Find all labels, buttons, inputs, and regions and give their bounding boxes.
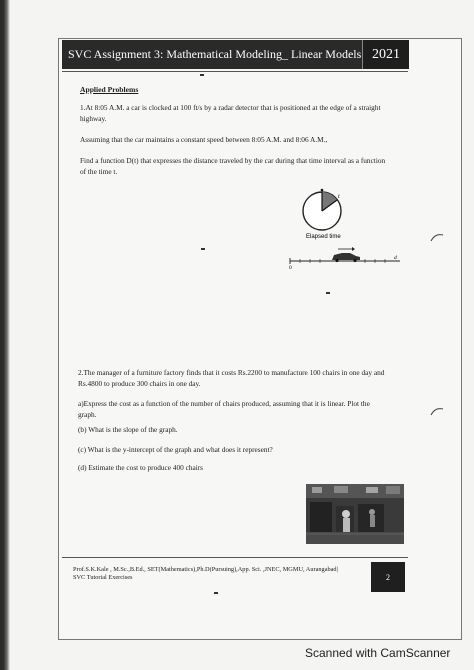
section-heading: Applied Problems (80, 85, 139, 94)
margin-mark (430, 232, 444, 242)
problem1-assumption: Assuming that the car maintains a constant speed between 8:05 A.M. and 8:06 A.M., (80, 135, 328, 144)
footer-divider (62, 557, 408, 558)
problem2-line1: 2.The manager of a furniture factory finds that it costs Rs.2200 to manufacture 100 chairs in one day and (78, 368, 385, 377)
elapsed-time-figure (280, 186, 410, 271)
footer-course: SVC Tutorial Exercises (73, 574, 133, 581)
problem1-line2: highway. (80, 114, 107, 123)
axis-zero-label: 0 (289, 265, 292, 271)
margin-mark (430, 406, 444, 416)
problem2-part-c: (c) What is the y-intercept of the graph and what does it represent? (78, 445, 273, 454)
car-icon (332, 247, 360, 262)
year-badge (362, 40, 409, 69)
scan-speck (326, 292, 330, 294)
document-page (58, 38, 462, 640)
problem2-line2: Rs.4800 to produce 300 chairs in one day. (78, 379, 201, 388)
problem1-task-line2: of the time t. (80, 167, 118, 176)
problem2-part-b: (b) What is the slope of the graph. (78, 425, 178, 434)
problem1-line1: 1.At 8:05 A.M. a car is clocked at 100 ft/s by a radar detector that is positioned at the edge of a straight (80, 103, 381, 112)
footer-author: Prof.S.K.Kale , M.Sc.,B.Ed., SET(Mathematics),Ph.D(Pursuing),App. Sci. ,JNEC, MGMU, Aurangabad| (73, 566, 338, 573)
assignment-title: SVC Assignment 3: Mathematical Modeling_ Linear Models (68, 47, 362, 61)
page-number-box (371, 562, 405, 592)
clock-t-label: t (338, 194, 340, 200)
scan-speck (214, 592, 218, 594)
scan-edge (0, 0, 10, 670)
problem1-task-line1: Find a function D(t) that expresses the distance traveled by the car during that time interval as a function (80, 156, 386, 165)
factory-photo (306, 484, 404, 544)
camscanner-watermark: Scanned with CamScanner (305, 646, 451, 660)
problem2-part-d: (d) Estimate the cost to produce 400 chairs (78, 463, 204, 472)
header-divider (62, 71, 408, 72)
page-number: 2 (386, 572, 390, 582)
scan-speck (200, 74, 204, 76)
scan-speck (201, 248, 205, 250)
assignment-title-bar (62, 40, 404, 69)
elapsed-time-label: Elapsed time (306, 234, 341, 240)
clock-icon (303, 189, 341, 230)
problem2-part-a-line2: graph. (78, 410, 97, 419)
year-text: 2021 (372, 46, 400, 62)
problem2-part-a-line1: a)Express the cost as a function of the number of chairs produced, assuming that it is linear. Plot the (78, 399, 370, 408)
axis-d-label: d (394, 255, 397, 261)
